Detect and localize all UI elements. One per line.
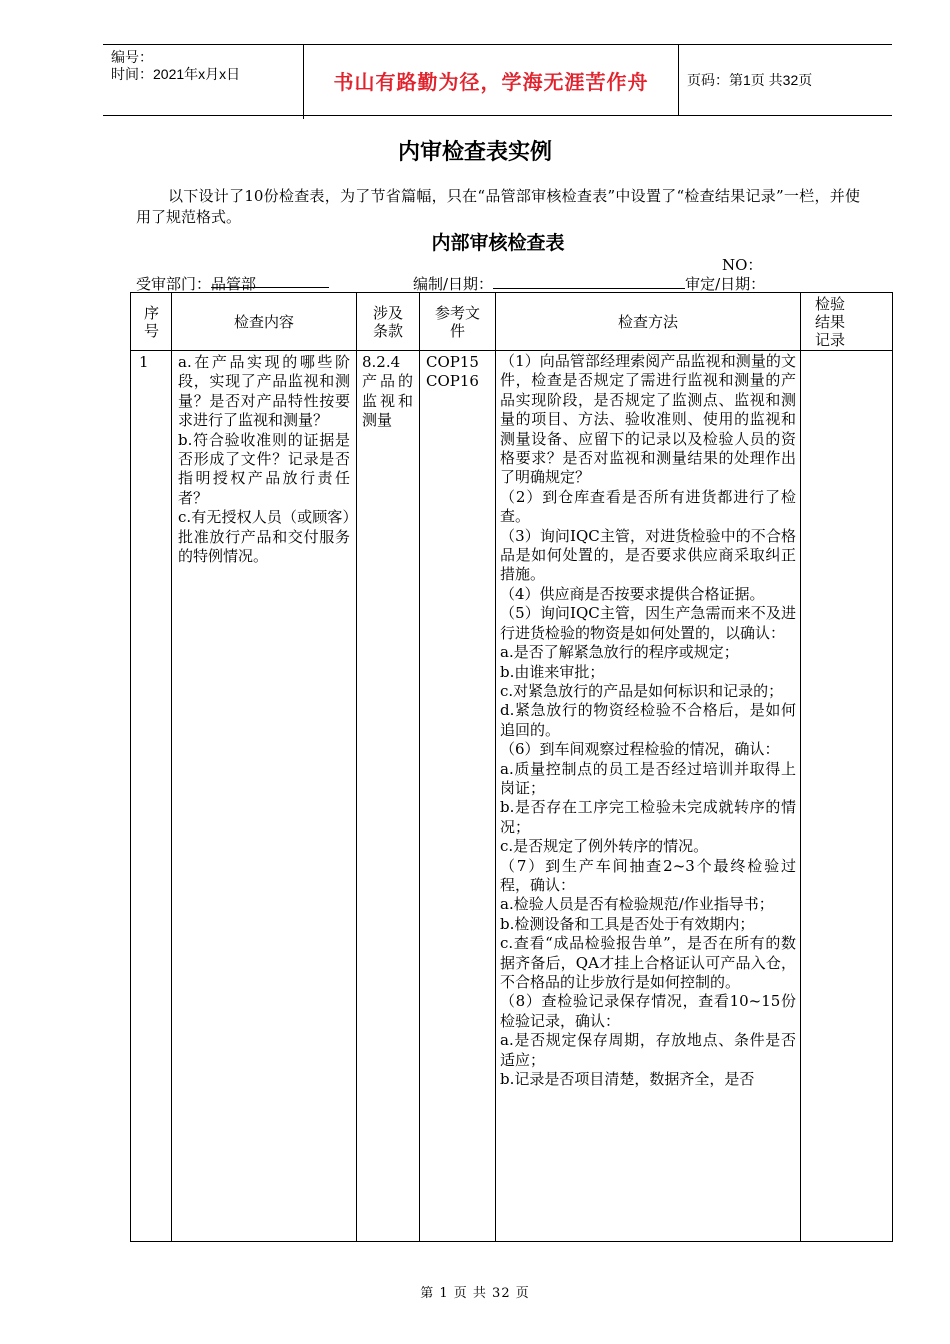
row-method-cell: [496, 351, 801, 1242]
method-item: （3）询问IQC主管，对进货检验中的不合格品是如何处置的，是否要求供应商采取纠正措施。: [500, 526, 796, 584]
dept-label: 受审部门：: [136, 275, 212, 293]
method-item: c.对紧急放行的产品是如何标识和记录的；: [500, 681, 784, 700]
header-method: 检查方法: [496, 293, 801, 351]
header-seq: 序号: [131, 293, 172, 351]
header-page-info: 页码：第1页 共32页: [687, 72, 813, 88]
method-item: c.是否规定了例外转序的情况。: [500, 837, 709, 856]
intro-paragraph: 以下设计了10份检查表，为了节省篇幅，只在“品管部审核检查表”中设置了“检查结果记录”一栏，并使用了规范格式。: [136, 187, 860, 226]
doc-ref: COP15: [426, 353, 479, 371]
method-item: （7）到生产车间抽查2~3个最终检验过程，确认：: [500, 856, 796, 894]
header-clause: 涉及条款: [357, 293, 420, 351]
method-item: （6）到车间观察过程检验的情况，确认：: [500, 740, 780, 759]
document-header: [103, 44, 892, 116]
table-row: [131, 351, 893, 1242]
prepared-label: 编制/日期：: [413, 275, 494, 293]
row-content-cell: [172, 351, 357, 1242]
row-seq-cell: 1: [131, 351, 172, 1242]
method-item: a.质量控制点的员工是否经过培训并取得上岗证；: [500, 759, 796, 797]
content-item: c.有无授权人员（或顾客）批准放行产品和交付服务的特例情况。: [178, 508, 350, 566]
time-label: 时间：2021年x月x日: [111, 66, 241, 82]
form-no-label: NO：: [722, 256, 763, 274]
method-item: （5）询问IQC主管，因生产急需而来不及进行进货检验的物资是如何处置的，以确认：: [500, 604, 796, 642]
prepared-field: [413, 273, 765, 294]
header-docs: 参考文件: [420, 293, 496, 351]
method-item: b.检测设备和工具是否处于有效期内；: [500, 914, 755, 933]
page-title: 内审检查表实例: [397, 139, 552, 165]
page-footer: 第 1 页 共 32 页: [420, 1286, 530, 1301]
method-item: b.记录是否项目清楚，数据齐全，是否: [500, 1070, 755, 1089]
audit-checklist-table: [130, 292, 893, 1242]
row-result-cell[interactable]: [801, 351, 893, 1242]
dept-value: 品管部: [211, 275, 257, 293]
header-content: 检查内容: [172, 293, 357, 351]
header-result: 检验结果记录: [801, 293, 893, 351]
approved-label: 审定/日期：: [685, 275, 766, 293]
number-label: 编号：: [111, 49, 153, 65]
method-item: （1）向品管部经理索阅产品监视和测量的文件，检查是否规定了需进行监视和测量的产品实现阶段，是否规定了监测点、监视和测量的项目、方法、验收准则、使用的监视和测量设备、应留下的记录以及检验人员的资格要求？是否对监视和测量结果的处理作出了明确规定？: [500, 352, 796, 487]
row-docs-cell: [420, 351, 496, 1242]
header-meta: [103, 45, 304, 119]
method-item: b.由谁来审批；: [500, 662, 605, 681]
form-title: 内部审核检查表: [431, 232, 565, 254]
dept-field: [136, 273, 329, 294]
method-item: （4）供应商是否按要求提供合格证据。: [500, 584, 765, 603]
header-slogan: 书山有路勤为径，学海无涯苦作舟: [304, 45, 679, 115]
method-item: a.是否规定保存周期，存放地点、条件是否适应；: [500, 1031, 796, 1069]
method-item: （8）查检验记录保存情况，查看10~15份检验记录，确认：: [500, 992, 796, 1030]
prepared-line: [493, 274, 685, 289]
method-item: （2）到仓库查看是否所有进货都进行了检查。: [500, 487, 796, 526]
method-item: c.查看“成品检验报告单”，是否在所有的数据齐备后，QA才挂上合格证认可产品入仓，不合格品的让步放行是如何控制的。: [500, 934, 796, 991]
method-item: d.紧急放行的物资经检验不合格后，是如何追回的。: [500, 701, 796, 739]
doc-ref: COP16: [426, 372, 479, 391]
method-item: a.检验人员是否有检验规范/作业指导书；: [500, 895, 774, 914]
row-clause-cell: 8.2.4 产品的监视和测量: [357, 351, 420, 1242]
method-item: a.是否了解紧急放行的程序或规定；: [500, 643, 739, 662]
dept-value-line: [211, 273, 329, 293]
table-header-row: [131, 293, 893, 351]
method-item: b.是否存在工序完工检验未完成就转序的情况；: [500, 798, 796, 836]
content-item: b.符合验收准则的证据是否形成了文件？记录是否指明授权产品放行责任者？: [178, 430, 350, 507]
content-item: a.在产品实现的哪些阶段，实现了产品监视和测量？是否对产品特性按要求进行了监视和测量？: [178, 353, 350, 430]
